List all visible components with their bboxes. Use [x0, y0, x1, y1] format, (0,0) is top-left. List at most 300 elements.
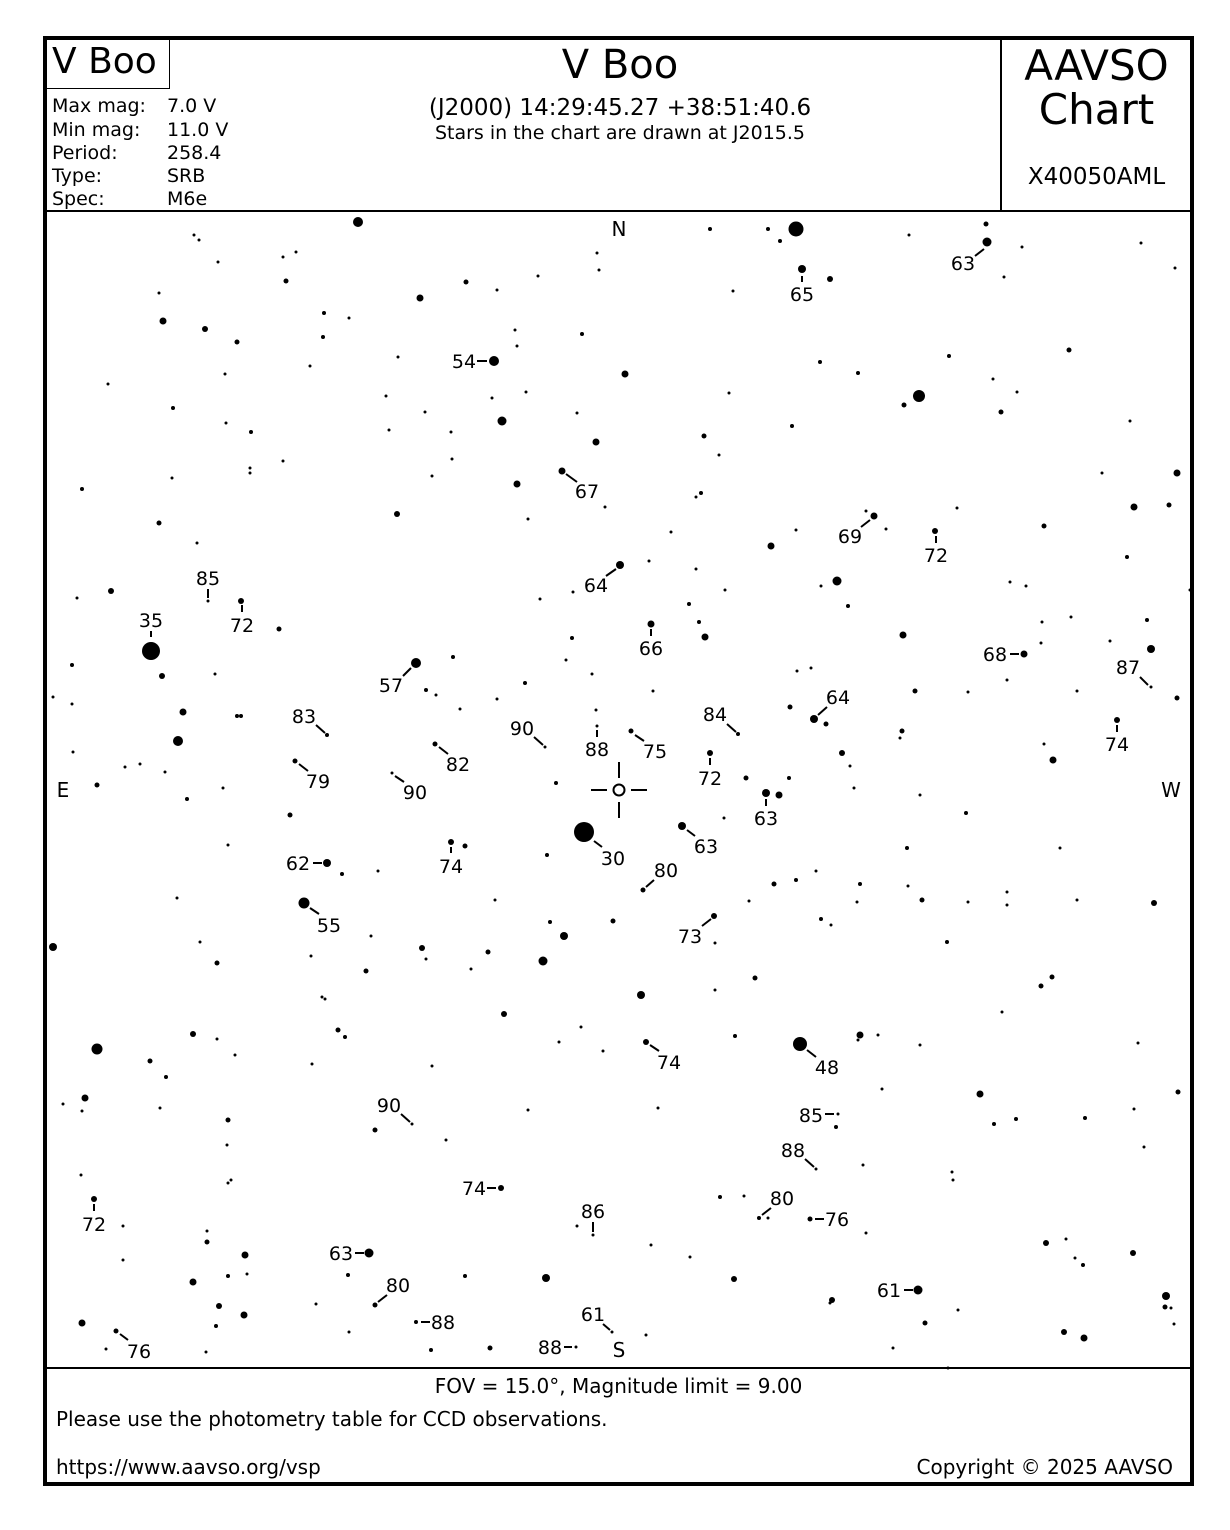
field-star	[124, 766, 127, 769]
comparison-star-dot	[592, 1234, 595, 1237]
field-star	[1151, 900, 1157, 906]
field-star	[108, 588, 114, 594]
field-star	[226, 1118, 231, 1123]
direction-west: W	[1161, 778, 1181, 802]
field-star	[827, 276, 833, 282]
field-star	[1101, 472, 1104, 475]
field-star	[967, 901, 970, 904]
field-star	[830, 924, 833, 927]
field-star	[1041, 621, 1044, 624]
field-star	[377, 870, 380, 873]
field-star	[309, 365, 312, 368]
field-star	[1043, 1240, 1049, 1246]
field-star	[920, 898, 925, 903]
comparison-star-label: 30	[600, 848, 626, 870]
comparison-star	[414, 1312, 455, 1334]
field-star	[159, 673, 165, 679]
field-star	[164, 1075, 168, 1079]
field-star	[1070, 616, 1073, 619]
field-star	[190, 1279, 197, 1286]
field-star	[820, 585, 823, 588]
comparison-star-dot	[325, 733, 329, 737]
field-star	[539, 957, 548, 966]
field-star	[591, 673, 594, 676]
field-star	[516, 345, 519, 348]
comparison-star-dot	[707, 750, 713, 756]
comparison-star-label: 88	[430, 1312, 456, 1334]
field-star	[216, 1038, 219, 1041]
field-star	[731, 1276, 737, 1282]
field-star	[1021, 246, 1024, 249]
field-star	[122, 1225, 125, 1228]
comparison-star	[230, 598, 254, 637]
field-star	[185, 797, 189, 801]
comparison-star	[639, 621, 663, 661]
field-star	[877, 1034, 880, 1037]
field-star	[164, 771, 167, 774]
field-star	[967, 691, 970, 694]
comparison-star-leader	[646, 880, 654, 887]
field-star	[728, 392, 731, 395]
field-star	[768, 543, 775, 550]
target-circle	[614, 785, 625, 796]
field-star	[105, 1348, 108, 1351]
field-star	[1039, 984, 1044, 989]
comparison-star-dot	[711, 913, 717, 919]
field-star	[139, 763, 142, 766]
field-star	[956, 507, 959, 510]
comparison-star-label: 74	[461, 1178, 487, 1200]
comparison-star	[799, 1105, 840, 1127]
field-star	[862, 1164, 865, 1167]
field-star	[1006, 891, 1009, 894]
comparison-star-leader	[807, 1050, 816, 1057]
comparison-star	[82, 1196, 106, 1236]
field-star	[645, 1334, 648, 1337]
field-star	[537, 275, 540, 278]
field-star	[246, 1273, 249, 1276]
direction-south: S	[612, 1338, 626, 1362]
comparison-star-label: 74	[656, 1052, 682, 1074]
field-star	[593, 439, 600, 446]
field-star	[1137, 1042, 1140, 1045]
comparison-star-dot	[641, 888, 646, 893]
field-star	[652, 690, 655, 693]
comparison-star	[757, 1188, 794, 1220]
field-star	[43, 1078, 47, 1082]
comparison-star-label: 72	[923, 545, 949, 567]
comparison-star-leader	[439, 747, 448, 754]
field-star	[190, 1031, 196, 1037]
field-star	[853, 787, 856, 790]
field-star	[496, 698, 499, 701]
field-star	[310, 955, 313, 958]
comparison-star	[1116, 657, 1153, 689]
chart-label-line1: AAVSO	[1024, 41, 1169, 90]
comparison-star-leader	[316, 725, 325, 733]
field-star	[1083, 1116, 1087, 1120]
copyright: Copyright © 2025 AAVSO	[916, 1455, 1173, 1479]
comparison-star-label: 55	[316, 915, 342, 937]
comparison-star	[581, 1201, 605, 1237]
field-star	[216, 1303, 222, 1309]
field-star	[226, 1144, 229, 1147]
field-star	[52, 696, 55, 699]
comparison-star-dot	[207, 600, 210, 603]
field-star	[171, 477, 174, 480]
field-star	[818, 360, 822, 364]
field-star	[732, 290, 735, 293]
comparison-star-leader	[805, 1159, 814, 1167]
field-star	[1065, 1238, 1068, 1241]
field-star	[1133, 1108, 1136, 1111]
comparison-star-dot	[299, 898, 310, 909]
field-star	[907, 885, 910, 888]
comparison-star-dot	[544, 746, 547, 749]
chart-title: V Boo	[561, 42, 679, 88]
field-star	[527, 1109, 530, 1112]
comparison-star	[838, 513, 878, 549]
field-star	[604, 506, 607, 509]
field-star	[417, 295, 424, 302]
field-star	[1131, 504, 1138, 511]
comparison-star-label: 63	[328, 1243, 354, 1265]
field-star	[95, 783, 100, 788]
comparison-star	[452, 351, 499, 373]
field-star	[733, 1034, 737, 1038]
field-star	[486, 950, 491, 955]
comparison-star-dot	[1150, 686, 1153, 689]
field-star	[1129, 420, 1132, 423]
comparison-star-label: 82	[445, 754, 471, 776]
field-star	[388, 429, 391, 432]
comparison-star-label: 69	[837, 526, 863, 548]
comparison-star-leader	[594, 841, 602, 847]
field-star	[196, 542, 199, 545]
field-star	[1175, 696, 1180, 701]
comparison-star-dot	[238, 598, 244, 604]
field-star	[776, 792, 783, 799]
comparison-star	[439, 839, 463, 878]
comparison-star-dot	[810, 715, 818, 723]
field-star	[748, 900, 751, 903]
comparison-star	[329, 1243, 374, 1265]
field-star	[450, 431, 453, 434]
field-star	[580, 332, 584, 336]
comparison-star-leader	[861, 520, 870, 527]
field-star	[900, 729, 905, 734]
target-marker-icon	[591, 762, 647, 818]
field-star	[702, 634, 709, 641]
field-star	[527, 518, 530, 521]
field-star	[833, 577, 842, 586]
field-star	[215, 961, 220, 966]
field-star	[49, 943, 57, 951]
field-star	[224, 373, 227, 376]
comparison-star-label: 90	[509, 718, 535, 740]
comparison-star	[793, 1037, 839, 1079]
comparison-star-label: 76	[824, 1209, 850, 1231]
comparison-star-leader	[401, 1114, 410, 1122]
field-star	[714, 989, 717, 992]
field-star	[957, 1309, 960, 1312]
field-star	[435, 694, 438, 697]
field-star	[107, 383, 110, 386]
comparison-star	[877, 1280, 923, 1302]
field-star	[699, 491, 703, 495]
field-star	[424, 688, 428, 692]
field-star	[1170, 1307, 1173, 1310]
comparison-star-dot	[914, 1286, 923, 1295]
field-star	[622, 371, 629, 378]
field-star	[249, 472, 252, 475]
chart-label-line2: Chart	[1038, 85, 1155, 134]
field-star	[1176, 1090, 1181, 1095]
comparison-star	[698, 750, 722, 790]
field-star	[913, 390, 925, 402]
comparison-star	[373, 1275, 411, 1308]
comparison-star	[810, 687, 850, 723]
field-star	[1162, 1292, 1170, 1300]
ccd-note: Please use the photometry table for CCD observations.	[56, 1407, 608, 1431]
comparison-star-label: 72	[81, 1214, 107, 1236]
comparison-star-leader	[650, 1045, 659, 1051]
field-star	[364, 969, 369, 974]
field-star	[900, 632, 907, 639]
comparison-star-dot	[616, 561, 624, 569]
field-star	[648, 560, 651, 563]
comparison-star-dot	[114, 1329, 119, 1334]
field-star	[343, 1035, 347, 1039]
field-star	[595, 709, 598, 712]
field-star	[226, 1274, 230, 1278]
comparison-star-label: 62	[285, 853, 311, 875]
comparison-star-leader	[534, 737, 543, 745]
field-star	[80, 487, 84, 491]
field-star	[947, 354, 951, 358]
field-star	[902, 403, 907, 408]
comparison-star-label: 35	[138, 610, 164, 632]
field-star	[810, 667, 813, 670]
field-star	[1016, 391, 1019, 394]
field-star	[857, 1039, 860, 1042]
field-star	[689, 1256, 692, 1259]
field-star	[235, 714, 239, 718]
field-star	[554, 781, 558, 785]
comparison-star-label: 87	[1115, 657, 1141, 679]
field-star	[431, 475, 434, 478]
comparison-star	[678, 913, 717, 948]
comparison-star-label: 90	[376, 1095, 402, 1117]
field-star	[1147, 645, 1155, 653]
comparison-star-dot	[414, 1320, 418, 1324]
field-star	[235, 340, 240, 345]
field-star	[463, 1274, 467, 1278]
comparison-star-label: 63	[693, 836, 719, 858]
field-star	[795, 529, 798, 532]
comparison-star-leader	[727, 724, 736, 732]
comparison-star-dot	[793, 1037, 807, 1051]
comparison-star-dot	[798, 265, 806, 273]
comparison-star-label: 74	[438, 856, 464, 878]
info-label: Min mag:	[52, 119, 141, 141]
field-star	[580, 1026, 583, 1029]
field-star	[542, 1274, 550, 1282]
field-star	[849, 765, 852, 768]
field-star	[80, 1174, 83, 1177]
field-star	[431, 1065, 434, 1068]
comparison-star-leader	[120, 1334, 128, 1340]
field-star	[425, 958, 428, 961]
field-star	[856, 901, 859, 904]
comparison-star	[781, 1140, 818, 1171]
field-star	[71, 703, 74, 706]
field-star	[545, 853, 549, 857]
comparison-star-dot	[871, 513, 878, 520]
comparison-star-label: 74	[1104, 734, 1130, 756]
field-star	[81, 1110, 84, 1113]
comparison-star-dot	[808, 1217, 813, 1222]
comparison-star-label: 61	[876, 1280, 902, 1302]
field-star	[819, 917, 823, 921]
comparison-star-label: 67	[574, 481, 600, 503]
field-star	[829, 1302, 832, 1305]
field-star	[394, 511, 400, 517]
field-star	[1001, 1011, 1004, 1014]
field-star	[723, 817, 726, 820]
field-star	[488, 1346, 493, 1351]
comparison-star	[678, 822, 718, 858]
field-star	[429, 1348, 433, 1352]
field-star	[284, 279, 289, 284]
comparison-star	[433, 742, 471, 777]
field-star	[1173, 1323, 1176, 1326]
field-star	[234, 1054, 237, 1057]
comparison-star-label: 63	[753, 808, 779, 830]
comparison-star	[951, 238, 992, 276]
field-star	[241, 1312, 248, 1319]
comparison-star	[983, 644, 1028, 666]
info-label: Type:	[52, 165, 103, 187]
field-star	[173, 736, 183, 746]
comparison-star	[581, 1304, 614, 1334]
field-star	[491, 397, 494, 400]
comparison-star-dot	[629, 729, 634, 734]
field-star	[695, 496, 698, 499]
comparison-star-label: 83	[291, 706, 317, 728]
field-star	[451, 655, 455, 659]
field-star	[598, 269, 601, 272]
field-star	[385, 395, 388, 398]
field-star	[424, 411, 427, 414]
field-star	[459, 708, 462, 711]
info-label: Max mag:	[52, 95, 146, 117]
comparison-star-dot	[757, 1216, 761, 1220]
comparison-star-dot	[1021, 651, 1028, 658]
field-star	[865, 510, 868, 513]
field-star	[148, 1059, 153, 1064]
field-star	[787, 776, 791, 780]
comparison-star	[559, 468, 600, 504]
field-star	[857, 1032, 864, 1039]
comparison-star-dot	[391, 772, 394, 775]
field-star	[1043, 743, 1046, 746]
field-star	[1050, 757, 1057, 764]
field-star	[158, 292, 161, 295]
comparison-star-label: 88	[537, 1337, 563, 1359]
field-star	[558, 1041, 561, 1044]
field-star	[718, 1195, 722, 1199]
comparison-star-dot	[498, 1185, 504, 1191]
field-star	[977, 1091, 984, 1098]
field-star	[348, 1331, 351, 1334]
field-star	[1163, 1305, 1168, 1310]
field-star	[295, 251, 298, 254]
field-star	[919, 794, 922, 797]
field-star	[222, 787, 225, 790]
field-star	[336, 1028, 341, 1033]
field-star	[908, 234, 911, 237]
field-star	[1145, 618, 1149, 622]
field-star	[1067, 348, 1072, 353]
comparison-star-label: 88	[780, 1140, 806, 1162]
field-star	[249, 430, 253, 434]
comparison-star-dot	[293, 759, 298, 764]
field-star	[839, 750, 845, 756]
field-star	[315, 1303, 318, 1306]
field-star	[1040, 642, 1043, 645]
field-star	[397, 356, 400, 359]
field-star	[1174, 267, 1177, 270]
coordinates: (J2000) 14:29:45.27 +38:51:40.6	[428, 95, 812, 121]
comparison-star-label: 72	[697, 768, 723, 790]
info-label: Period:	[52, 142, 118, 164]
field-star	[217, 261, 220, 264]
field-star	[1009, 581, 1012, 584]
comparison-star-dot	[323, 859, 331, 867]
field-star	[122, 1259, 125, 1262]
comparison-star	[703, 704, 740, 736]
field-star	[560, 932, 568, 940]
comparison-star-dot	[433, 742, 438, 747]
field-star	[70, 663, 74, 667]
aavso-url-link[interactable]: https://www.aavso.org/vsp	[56, 1455, 321, 1479]
field-star	[1006, 904, 1009, 907]
field-star	[1061, 1329, 1067, 1335]
field-star	[451, 458, 454, 461]
comparison-star	[292, 706, 329, 737]
field-star	[778, 239, 782, 243]
field-star	[856, 371, 860, 375]
comparison-star	[286, 853, 331, 875]
comparison-star-dot	[1114, 717, 1120, 723]
field-star	[670, 531, 673, 534]
field-star	[373, 1128, 378, 1133]
field-star	[539, 598, 542, 601]
comparison-star	[574, 822, 625, 870]
comparison-star	[299, 898, 342, 938]
field-star	[858, 882, 862, 886]
field-star	[206, 1230, 209, 1233]
field-star	[242, 1252, 249, 1259]
comparison-star-label: 79	[305, 771, 331, 793]
field-star	[346, 1273, 350, 1277]
field-star	[565, 659, 568, 662]
comparison-star-label: 48	[814, 1057, 840, 1079]
comparison-star-label: 86	[580, 1201, 606, 1223]
comparison-star-label: 65	[789, 284, 815, 306]
field-star	[205, 1351, 208, 1354]
